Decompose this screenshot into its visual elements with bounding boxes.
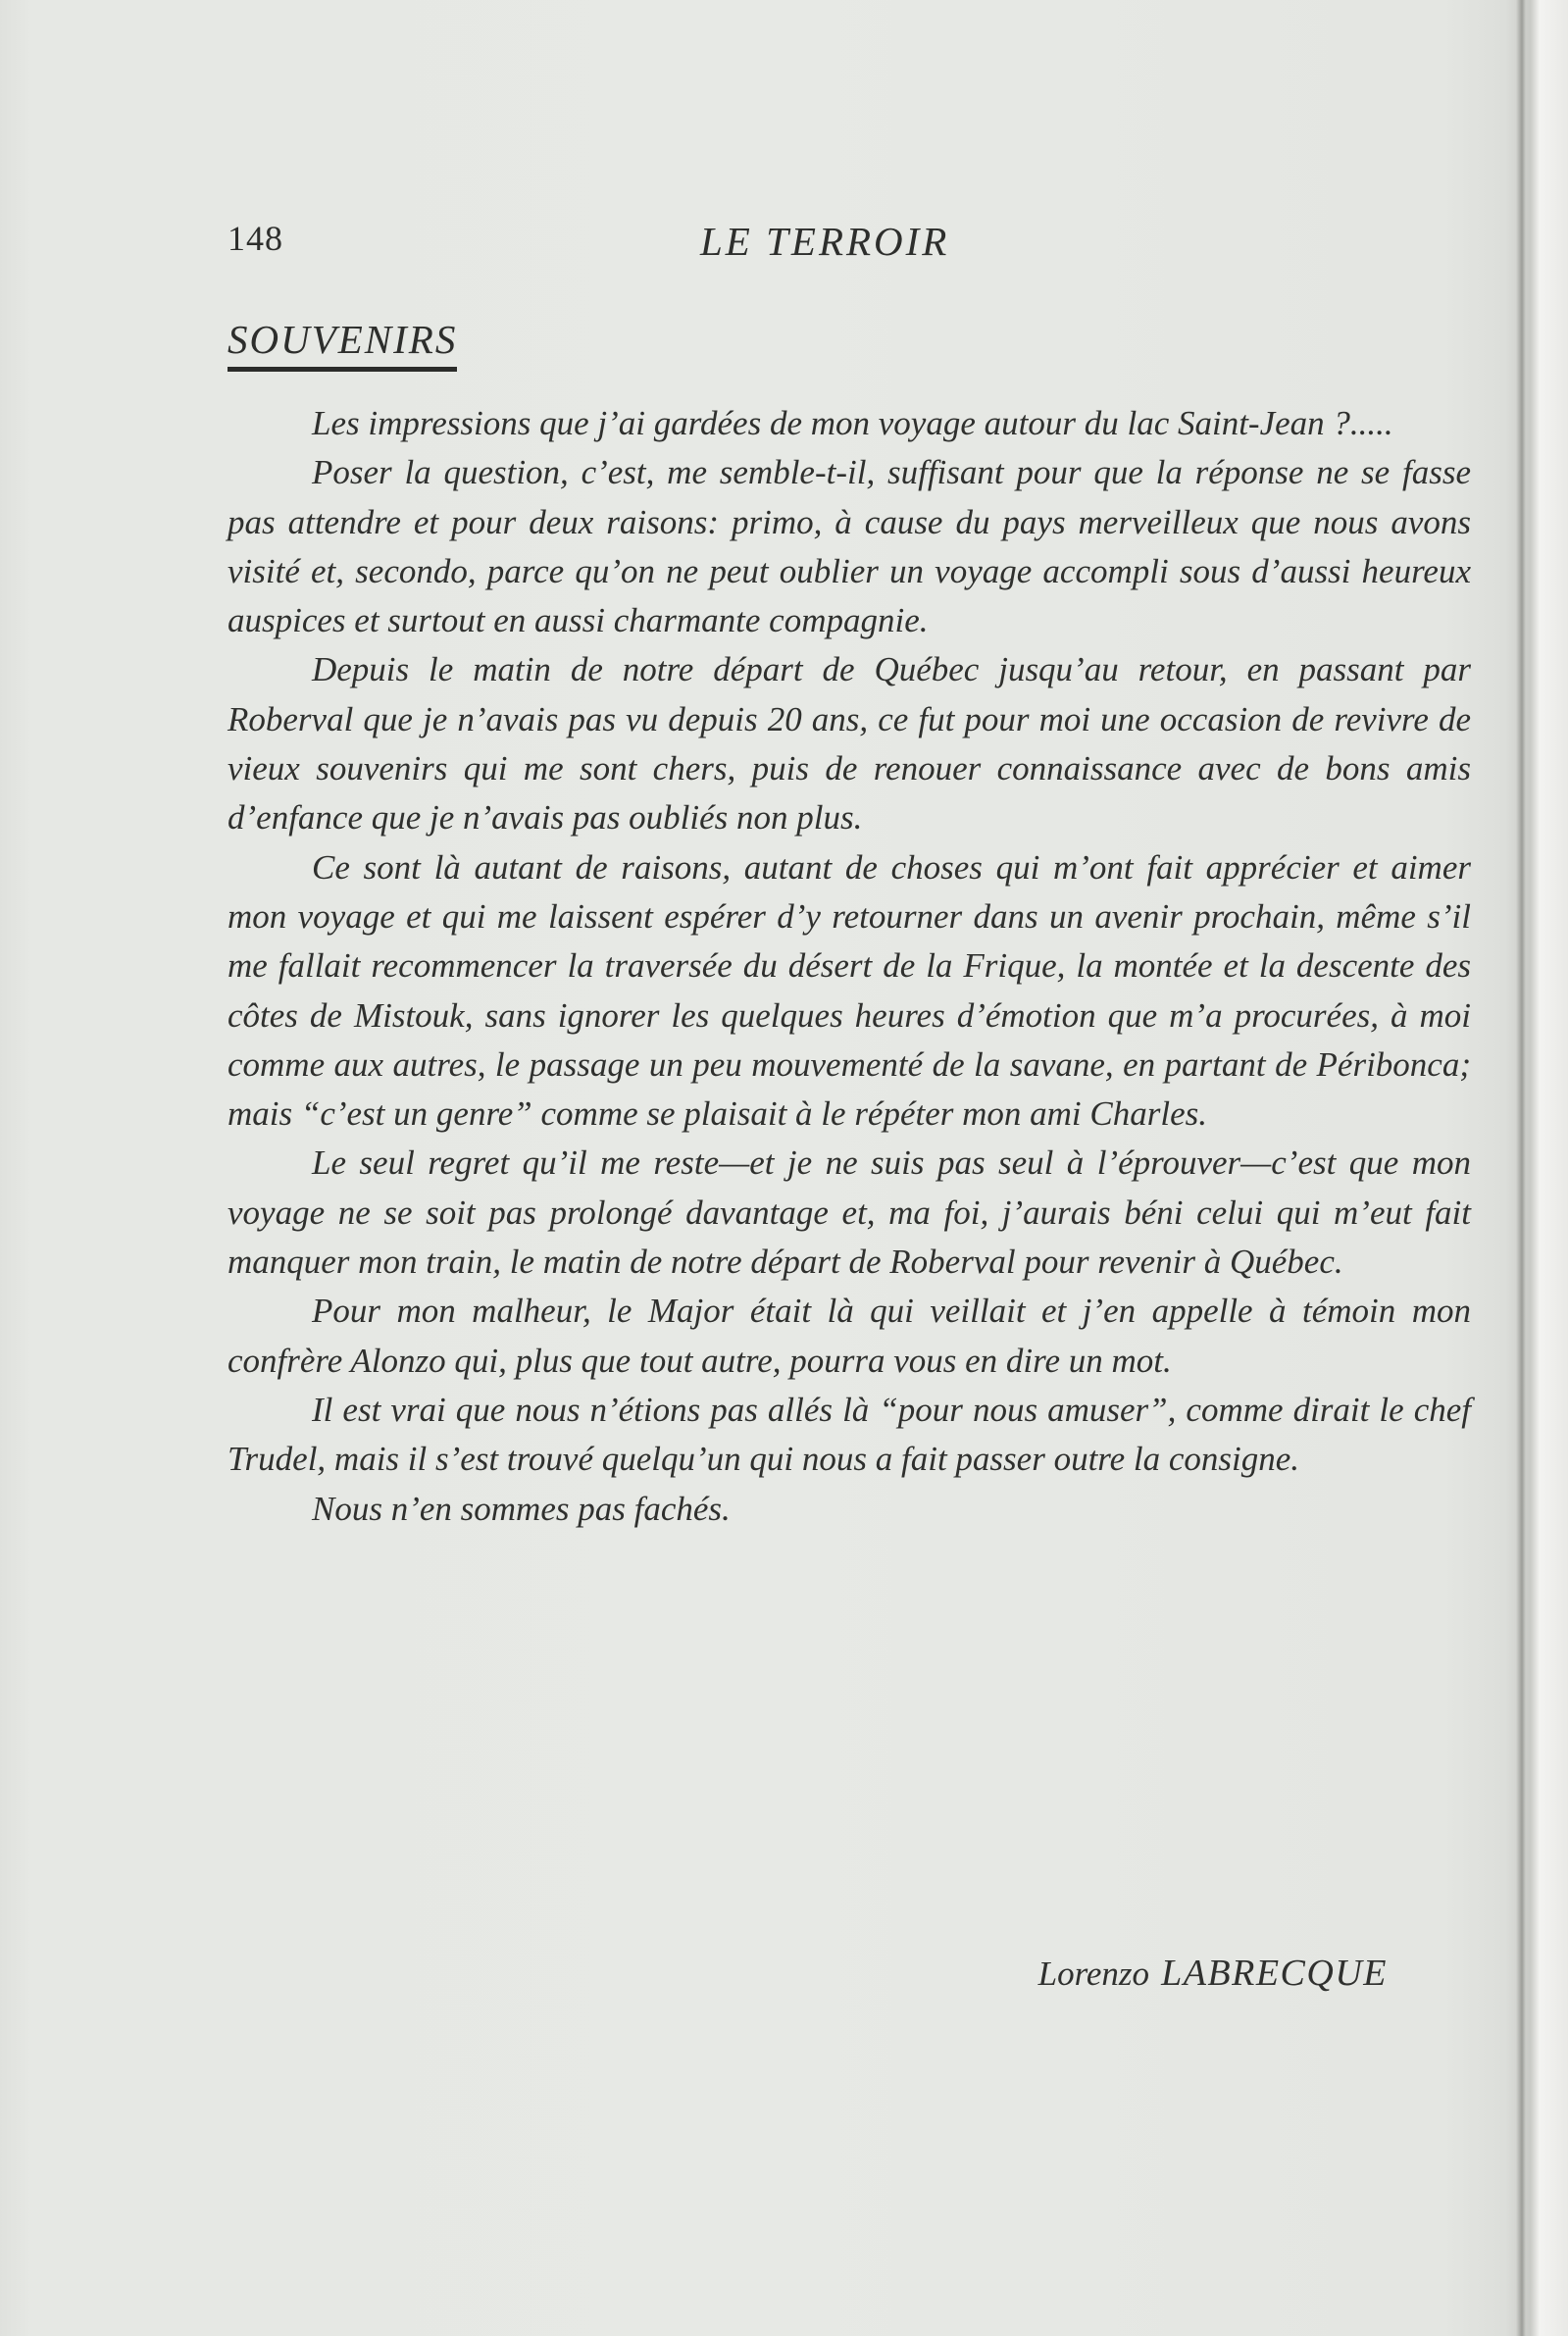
author-signature: [1038, 1952, 1388, 1995]
article-title: SOUVENIRS: [228, 316, 457, 372]
author-last-name: LABRECQUE: [1161, 1953, 1388, 1994]
paragraph: Poser la question, c’est, me semble-t-il, suffisant pour que la réponse ne se fasse pas attendre et pour deux raisons: primo, à cause du pays merveilleux que nous avons visité et, secondo, parce qu’on ne peut oublier un voyage accompli sous d’aussi heureux auspices et surtout en aussi charmante compagnie.: [228, 453, 1471, 640]
paragraph: Il est vrai que nous n’étions pas allés là “pour nous amuser”, comme dirait le chef Trudel, mais il s’est trouvé quelqu’un qui nous a fait passer outre la consigne.: [228, 1390, 1471, 1479]
running-header: [228, 218, 1471, 277]
page-number: 148: [228, 219, 283, 258]
paragraph: Ce sont là autant de raisons, autant de choses qui m’ont fait apprécier et aimer mon voyage et qui me laissent espérer d’y retourner dans un avenir prochain, même s’il me fallait recommencer la traversée du désert de la Frique, la montée et la descente des côtes de Mistouk, sans ignorer les quelques heures d’émotion que m’a procurées, à moi comme aux autres, le passage un peu mouvementé de la savane, en partant de Péribonca; mais “c’est un genre” comme se plaisait à le répéter mon ami Charles.: [228, 847, 1471, 1134]
running-title: LE TERROIR: [700, 219, 950, 264]
paragraph: Les impressions que j’ai gardées de mon voyage autour du lac Saint-Jean ?.....: [312, 404, 1393, 442]
paragraph: Nous n’en sommes pas fachés.: [312, 1489, 731, 1528]
paragraph: Depuis le matin de notre départ de Québec jusqu’au retour, en passant par Roberval que je n’avais pas vu depuis 20 ans, ce fut pour moi une occasion de revivre de vieux souvenirs qui me sont chers, puis de renouer connaissance avec de bons amis d’enfance que je n’avais pas oubliés non plus.: [228, 650, 1471, 838]
paragraph: Pour mon malheur, le Major était là qui veillait et j’en appelle à témoin mon confrère Alonzo qui, plus que tout autre, pourra vous en dire un mot.: [228, 1292, 1471, 1380]
article-body: [228, 399, 1471, 1534]
author-first-name: Lorenzo: [1037, 1955, 1150, 1993]
page-gutter-shadow: [1516, 0, 1526, 2336]
paragraph: Le seul regret qu’il me reste—et je ne suis pas seul à l’éprouver—c’est que mon voyage ne se soit pas prolongé davantage et, ma foi, j’aurais béni celui qui m’eut fait manquer mon train, le matin de notre départ de Roberval pour revenir à Québec.: [228, 1143, 1471, 1282]
